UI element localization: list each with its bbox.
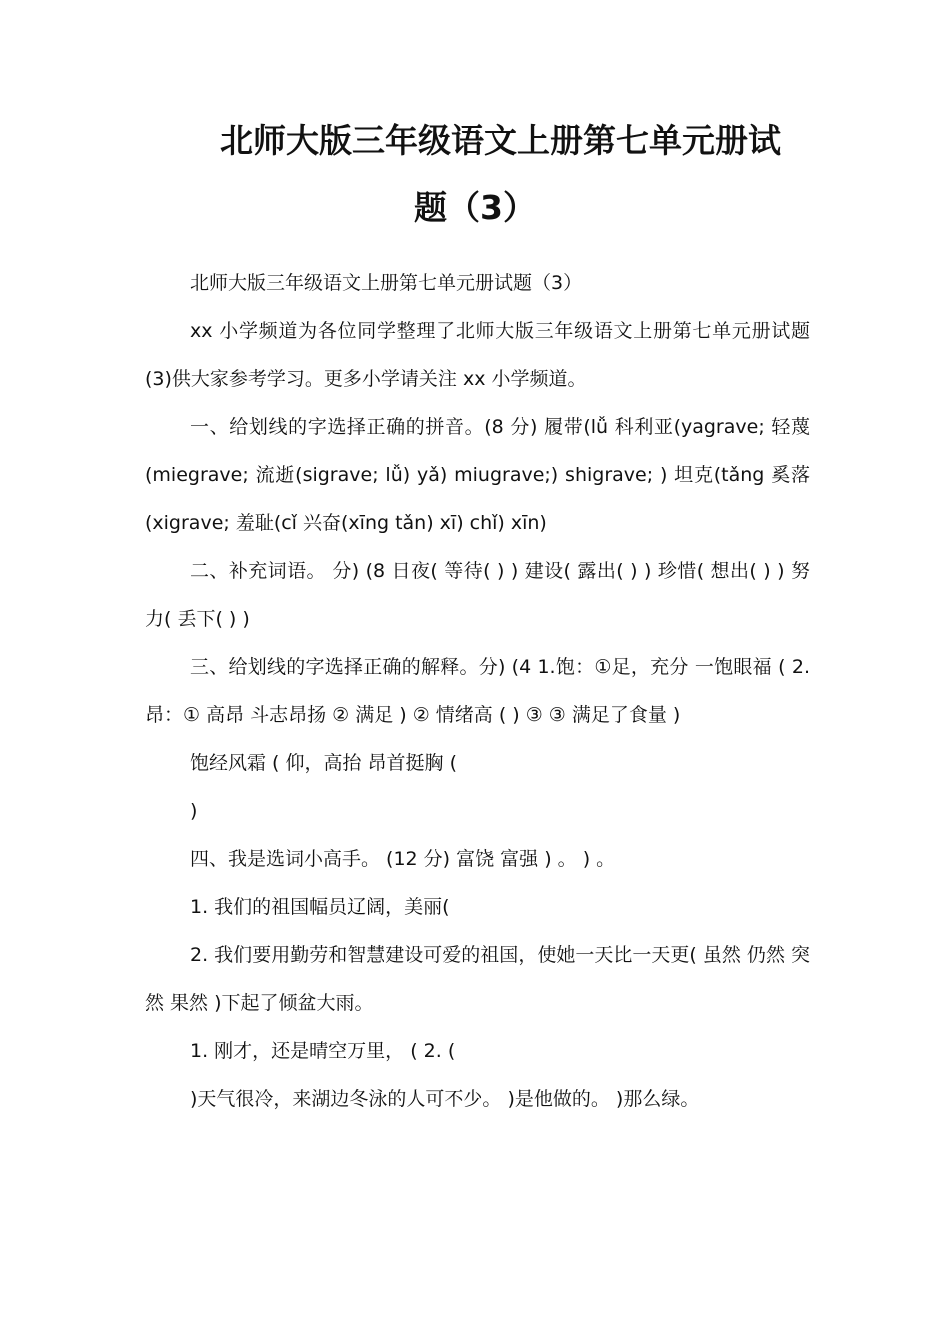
document-title-line-2: 题（3） — [414, 188, 536, 227]
paragraph: 1. 刚才，还是晴空万里， ( 2. ( — [190, 1040, 456, 1062]
document-title-line-1: 北师大版三年级语文上册第七单元册试 — [220, 121, 781, 160]
paragraph: 三、给划线的字选择正确的解释。分) (4 1.饱：①足，充分 一饱眼福 ( 2.昂：① 高昂 斗志昂扬 ② 满足 ) ② 情绪高 ( ) ③ ③ 满足了食量 ) — [145, 656, 810, 726]
paragraph: 1. 我们的祖国幅员辽阔，美丽( — [190, 896, 450, 918]
paragraph: ) — [190, 800, 198, 822]
paragraph: 四、我是选词小高手。 (12 分) 富饶 富强 ) 。 ) 。 — [190, 848, 616, 870]
paragraph: 饱经风霜 ( 仰，高抬 昂首挺胸 ( — [190, 752, 457, 774]
paragraph: 二、补充词语。 分) (8 日夜( 等待( ) ) 建设( 露出( ) ) 珍惜( 想出( ) ) 努力( 丢下( ) ) — [145, 560, 810, 630]
paragraph: 2. 我们要用勤劳和智慧建设可爱的祖国，使她一天比一天更( 虽然 仍然 突然 果然 )下起了倾盆大雨。 — [145, 944, 810, 1014]
document-body — [145, 259, 810, 1123]
paragraph: 北师大版三年级语文上册第七单元册试题（3） — [190, 272, 583, 294]
paragraph: 一、给划线的字选择正确的拼音。(8 分) 履带(lǚ 科利亚(yagrave; 轻蔑(miegrave; 流逝(sigrave; lǚ) yǎ) miugrave;) shigrave; ) 坦克(tǎng 奚落(xigrave; 羞耻(cǐ 兴奋(xīng tǎn) xī) chǐ) xīn) — [145, 416, 810, 534]
paragraph: )天气很冷，来湖边冬泳的人可不少。 )是他做的。 )那么绿。 — [190, 1088, 700, 1110]
paragraph: xx 小学频道为各位同学整理了北师大版三年级语文上册第七单元册试题(3)供大家参考学习。更多小学请关注 xx 小学频道。 — [145, 320, 810, 390]
